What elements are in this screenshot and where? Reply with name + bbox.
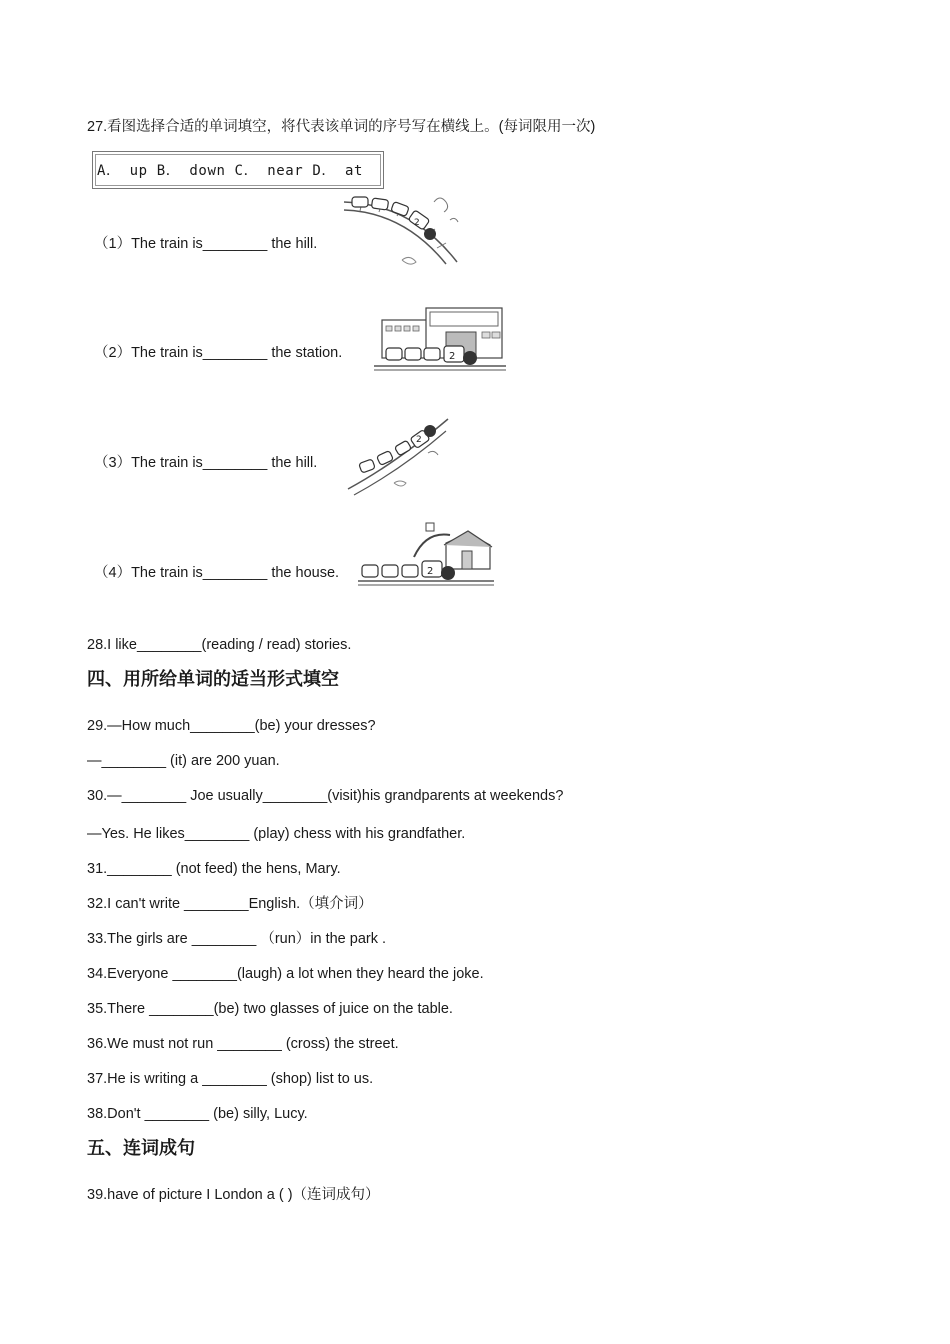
q27-instruction: 27.看图选择合适的单词填空，将代表该单词的序号写在横线上。(每词限用一次) xyxy=(87,119,596,135)
train-number-3: 2 xyxy=(416,435,422,445)
section-5-heading: 五、连词成句 xyxy=(87,1138,195,1159)
q30-line-1: 30.—________ Joe usually________(visit)his grandparents at weekends? xyxy=(87,788,564,804)
train-down-hill-picture xyxy=(342,192,462,267)
train-number-4: 2 xyxy=(427,566,434,577)
q28: 28.I like________(reading / read) stories. xyxy=(87,637,352,653)
q39: 39.have of picture I London a ( )（连词成句） xyxy=(87,1187,380,1203)
q31: 31.________ (not feed) the hens, Mary. xyxy=(87,861,341,877)
section-4-heading: 四、用所给单词的适当形式填空 xyxy=(87,669,339,690)
q33: 33.The girls are ________ （run）in the park . xyxy=(87,931,387,947)
q30-line-2: —Yes. He likes________ (play) chess with his grandfather. xyxy=(87,826,466,842)
q27-item-2: （2）The train is________ the station. xyxy=(94,345,343,361)
options-box xyxy=(92,151,384,189)
q29-line-2: —________ (it) are 200 yuan. xyxy=(87,753,280,769)
train-number-2: 2 xyxy=(449,351,456,362)
options-text: A． up B． down C． near D． at xyxy=(97,163,364,179)
q37: 37.He is writing a ________ (shop) list to us. xyxy=(87,1071,374,1087)
q27-item-3: （3）The train is________ the hill. xyxy=(94,455,318,471)
q36: 36.We must not run ________ (cross) the street. xyxy=(87,1036,399,1052)
train-number-1: 2 xyxy=(414,218,420,228)
train-at-station-picture xyxy=(372,304,508,374)
q34: 34.Everyone ________(laugh) a lot when they heard the joke. xyxy=(87,966,484,982)
q38: 38.Don't ________ (be) silly, Lucy. xyxy=(87,1106,308,1122)
q27-item-1: （1）The train is________ the hill. xyxy=(94,236,318,252)
q32: 32.I can't write ________English.（填介词） xyxy=(87,896,373,912)
q35: 35.There ________(be) two glasses of juice on the table. xyxy=(87,1001,453,1017)
train-near-house-picture xyxy=(356,521,496,591)
q27-item-4: （4）The train is________ the house. xyxy=(94,565,340,581)
q29-line-1: 29.—How much________(be) your dresses? xyxy=(87,718,376,734)
train-up-hill-picture xyxy=(346,413,450,497)
